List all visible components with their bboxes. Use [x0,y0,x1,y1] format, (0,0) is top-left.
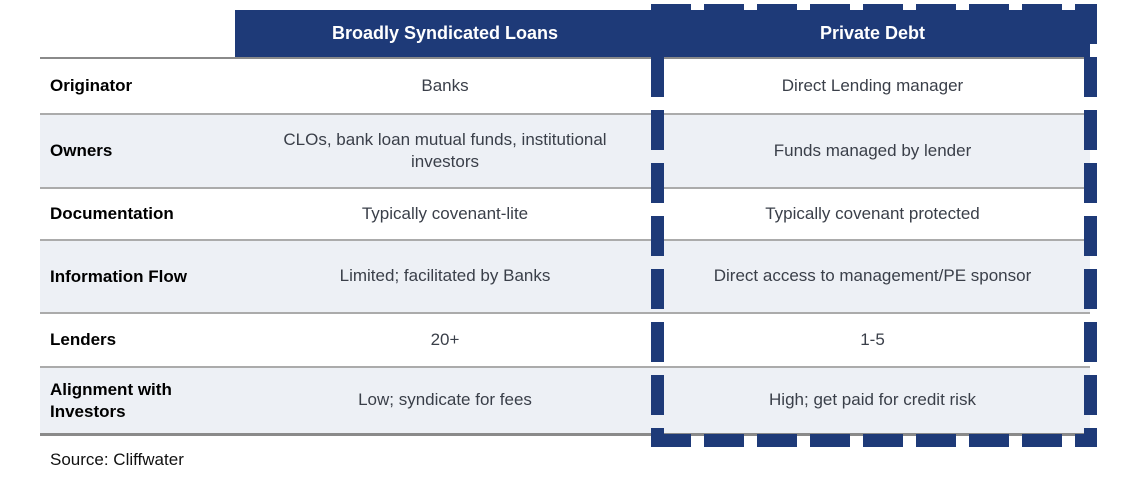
source-note: Source: Cliffwater [50,450,184,469]
private-debt-value: Funds managed by lender [773,140,972,160]
private-debt-value: Direct access to management/PE sponsor [713,266,1032,286]
row-label [40,115,235,187]
broadly-syndicated-loans-value: Typically covenant-lite [361,203,529,223]
row-label-text: Documentation [50,204,174,224]
private-debt-value: Typically covenant protected [765,203,980,223]
row-label-text: Information Flow [50,266,187,286]
row-label [40,368,235,433]
header-cell-blank [40,10,235,57]
broadly-syndicated-loans-value: Low; syndicate for fees [358,390,532,410]
table-row [40,366,1090,436]
private-debt-value: High; get paid for credit risk [769,390,976,410]
broadly-syndicated-loans-value: 20+ [430,329,460,349]
table-row [40,239,1090,312]
broadly-syndicated-loans-value: Banks [421,75,469,95]
row-label-text: Originator [50,76,133,96]
table-row [40,57,1090,113]
private-debt-value: Direct Lending manager [781,75,964,95]
row-label-text: Alignment with Investors [50,380,172,421]
row-label [40,314,235,366]
row-label [40,189,235,239]
row-label [40,59,235,113]
header-cell-private-debt: Private Debt [655,10,1090,57]
table-header-row [40,10,1090,57]
broadly-syndicated-loans-value: CLOs, bank loan mutual funds, institutional investors [283,129,607,171]
comparison-table [40,10,1090,436]
row-label-text: Lenders [50,330,117,350]
row-label-text: Owners [50,141,113,161]
table-row [40,113,1090,187]
row-label [40,241,235,312]
comparison-table-body [40,57,1090,436]
private-debt-value: 1-5 [860,329,885,349]
table-row [40,187,1090,239]
header-cell-broadly-syndicated-loans: Broadly Syndicated Loans [235,10,655,57]
broadly-syndicated-loans-value: Limited; facilitated by Banks [339,266,551,286]
table-row [40,312,1090,366]
